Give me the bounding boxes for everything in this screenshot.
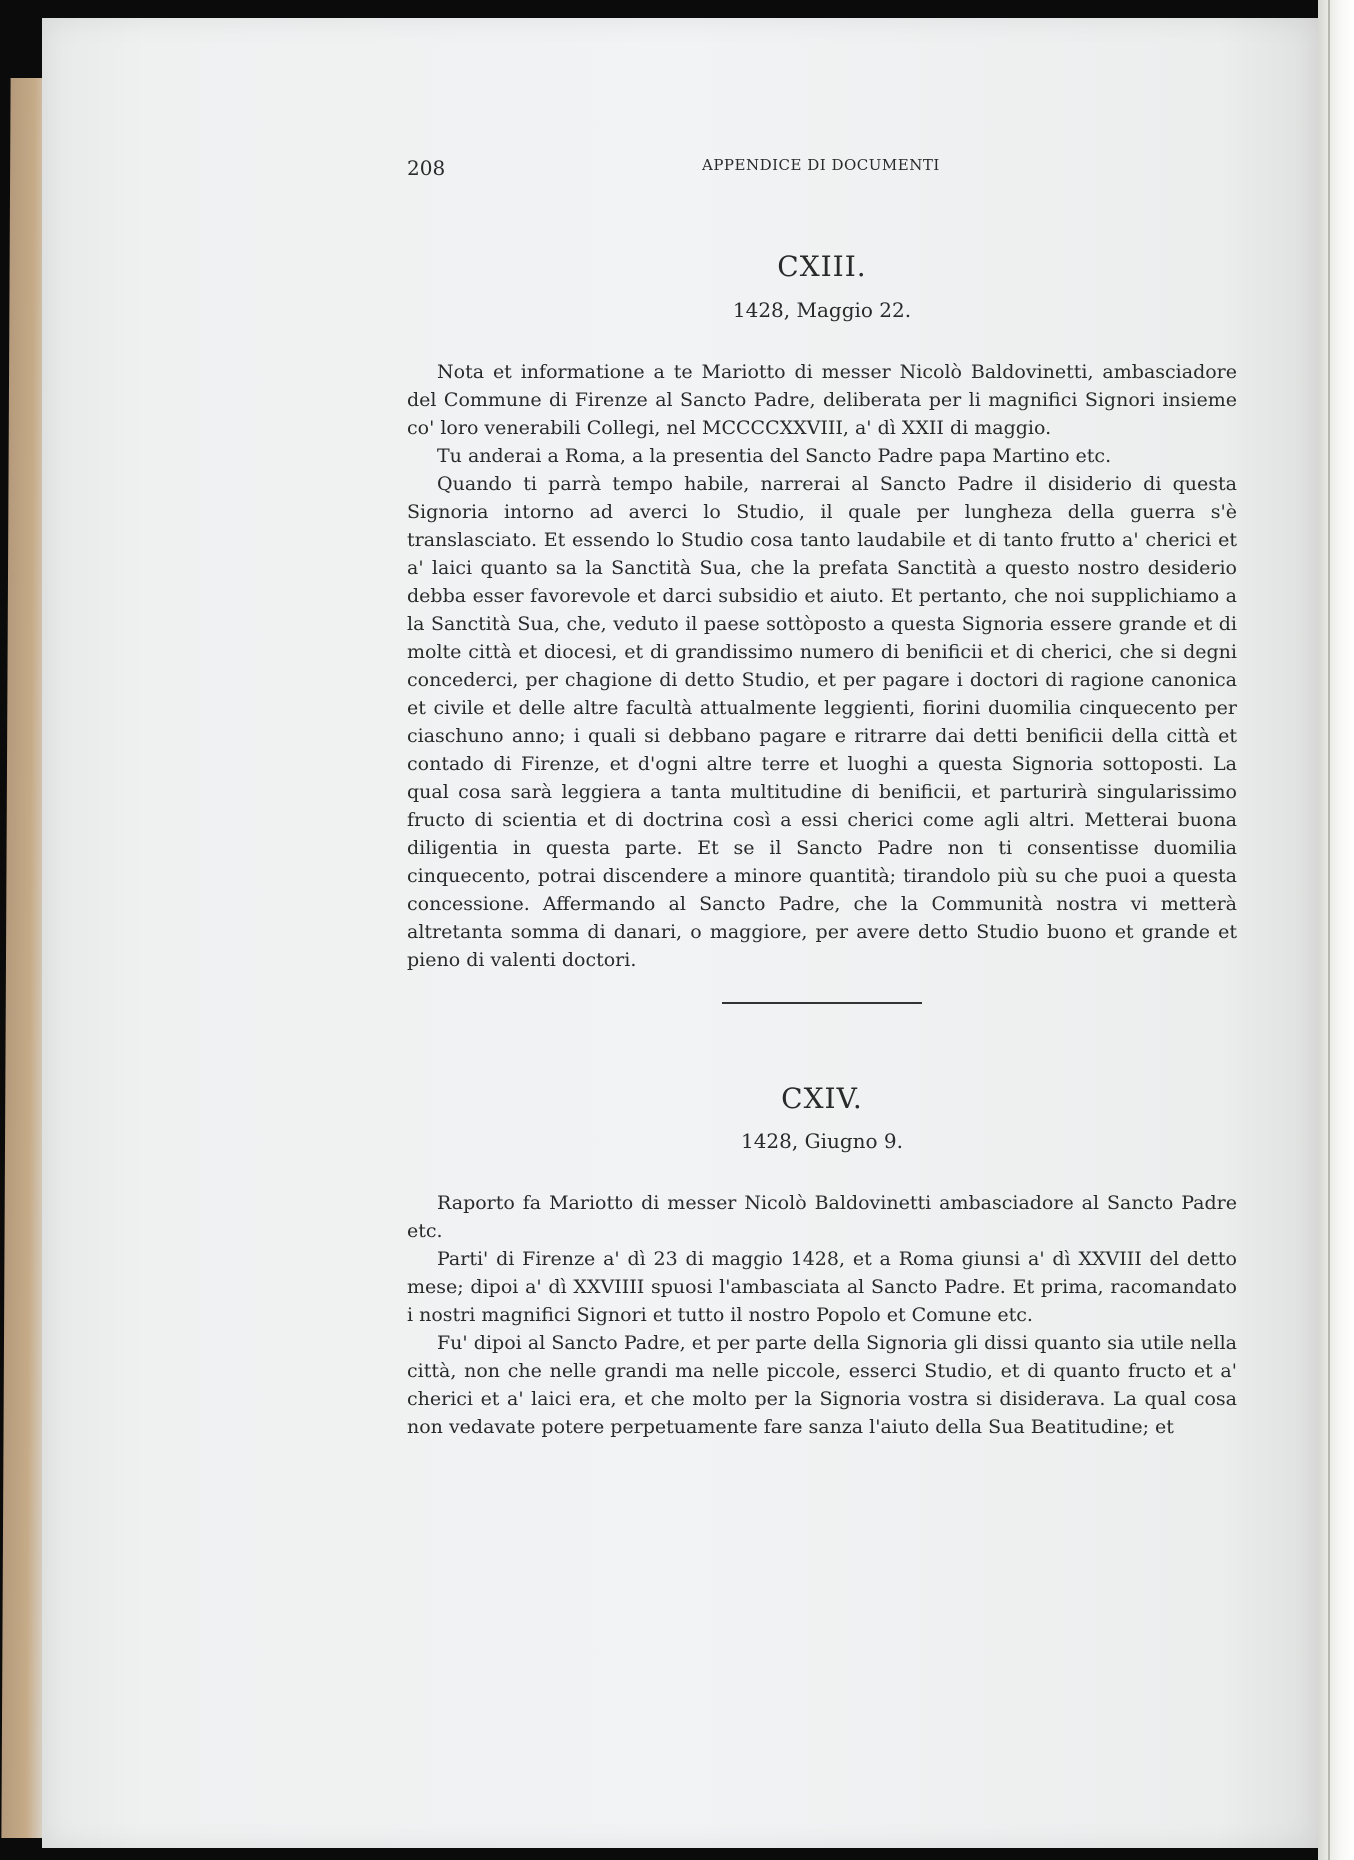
document-number: CXIII.: [777, 250, 867, 283]
document-date: 1428, Maggio 22.: [732, 297, 912, 322]
section-divider: [722, 1002, 922, 1004]
book-edge-line: [1328, 0, 1330, 1860]
running-head: [407, 140, 1237, 180]
paragraph: Parti' di Firenze a' dì 23 di maggio 1428, et a Roma giunsi a' dì XXVIII del detto mese; dipoi a' dì XXVIIII spuosi l'ambasciata al Sancto Padre. Et prima, racomandato i nostri magnifici Signori et tutto il nostro Popolo et Comune etc.: [407, 1248, 1237, 1327]
document-number: CXIV.: [781, 1081, 863, 1115]
paragraph: Raporto fa Mariotto di messer Nicolò Baldovinetti ambasciadore al Sancto Padre etc.: [407, 1192, 1237, 1243]
paragraph: Tu anderai a Roma, a la presentia del Sancto Padre papa Martino etc.: [437, 444, 1112, 467]
running-title: APPENDICE DI DOCUMENTI: [702, 156, 940, 174]
paragraph: Nota et informatione a te Mariotto di messer Nicolò Baldovinetti, ambasciadore del Commune di Firenze al Sancto Padre, deliberata per li magnifici Signori insieme co' loro venerabili Collegi, nel MCCCCXXVIII, a' dì XXII di maggio.: [407, 360, 1237, 439]
book-right-edge: [1318, 0, 1354, 1860]
paragraph: Quando ti parrà tempo habile, narrerai al Sancto Padre il disiderio di questa Signoria intorno ad averci lo Studio, il quale per lungheza della guerra s'è translasciato. Et essendo lo Studio cosa tanto laudabile et di tanto frutto a' cherici et a' laici quanto sa la Sanctità Sua, che la prefata Sanctità a questo nostro desiderio debba esser favorevole et darci subsidio et aiuto. Et pertanto, che noi supplichiamo a la Sanctità Sua, che, veduto il paese sottòposto a questa Signoria essere grande et di molte città et diocesi, et di grandissimo numero di benificii et di cherici, che si degni concederci, per chagione di detto Studio, et per pagare i doctori di ragione canonica et civile et delle altre facultà attualmente leggienti, fiorini duomilia cinquecento per ciaschuno anno; i quali si debbano pagare e ritrarre dai detti benificii della città et contado di Firenze, et d'ogni altre terre et luoghi a questa Signoria sottoposti. La qual cosa sarà leggiera a tanta multitudine di benificii, et parturirà singularissimo fructo di scientia et di doctrina così a essi cherici come agli altri. Metterai buona diligentia in questa parte. Et se il Sancto Padre non ti consentisse duomilia cinquecento, potrai discendere a minore quantità; tirandolo più su che puoi a questa concessione. Affermando al Sancto Padre, che la Communità nostra vi metterà altretanta somma di danari, o maggiore, per avere detto Studio buono et grande et pieno di valenti doctori.: [407, 472, 1237, 971]
page-content: [407, 140, 1237, 1441]
paragraph: Fu' dipoi al Sancto Padre, et per parte della Signoria gli dissi quanto sia utile nella città, non che nelle grandi ma nelle piccole, esserci Studio, et di quanto fructo et a' cherici et a' laici era, et che molto per la Signoria vostra si disiderava. La qual cosa non vedavate potere perpetuamente fare sanza l'aiuto della Sua Beatitudine; et: [407, 1332, 1237, 1439]
document-date: 1428, Giugno 9.: [740, 1129, 904, 1154]
page-number: 208: [407, 156, 446, 180]
